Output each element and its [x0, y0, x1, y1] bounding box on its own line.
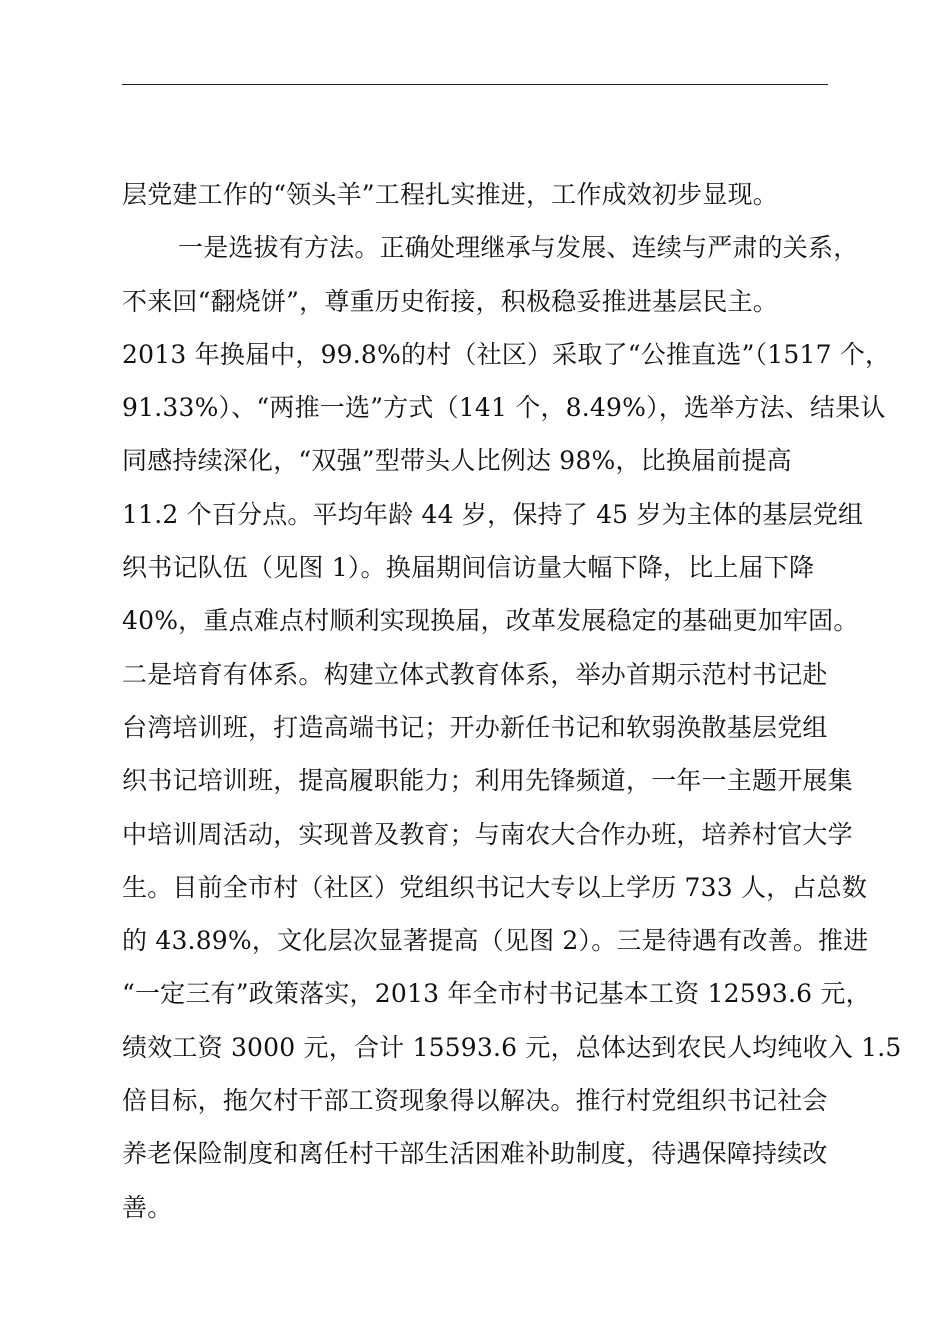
text-line: 生。目前全市村（社区）党组织书记大专以上学历 733 人，占总数 — [122, 872, 868, 902]
text-line: 的 43.89%，文化层次显著提高（见图 2）。三是待遇有改善。推进 — [122, 926, 869, 956]
text-line: 一是选拔有方法。正确处理继承与发展、连续与严肃的关系， — [178, 233, 859, 263]
body-text — [122, 168, 902, 1234]
text-line: 中培训周活动，实现普及教育；与南农大合作办班，培养村官大学 — [122, 819, 853, 849]
text-line: 倍目标，拖欠村干部工资现象得以解决。推行村党组织书记社会 — [122, 1086, 828, 1116]
text-line: 11.2 个百分点。平均年龄 44 岁，保持了 45 岁为主体的基层党组 — [122, 499, 864, 529]
text-line: 养老保险制度和离任村干部生活困难补助制度，待遇保障持续改 — [122, 1139, 828, 1169]
text-line: 绩效工资 3000 元，合计 15593.6 元，总体达到农民人均纯收入 1.5 — [122, 1032, 902, 1062]
text-line: 40%，重点难点村顺利实现换届，改革发展稳定的基础更加牢固。 — [122, 606, 859, 636]
text-line: 91.33%）、“两推一选”方式（141 个，8.49%），选举方法、结果认 — [122, 393, 886, 423]
text-line: 台湾培训班，打造高端书记；开办新任书记和软弱涣散基层党组 — [122, 712, 828, 742]
text-line: “一定三有”政策落实，2013 年全市村书记基本工资 12593.6 元， — [122, 979, 871, 1009]
text-line: 不来回“翻烧饼”，尊重历史衔接，积极稳妥推进基层民主。 — [122, 286, 778, 316]
text-line: 善。 — [122, 1192, 173, 1222]
header-rule — [122, 84, 828, 85]
text-line: 织书记培训班，提高履职能力；利用先锋频道，一年一主题开展集 — [122, 766, 853, 796]
text-line: 二是培育有体系。构建立体式教育体系，举办首期示范村书记赴 — [122, 659, 828, 689]
text-line: 织书记队伍（见图 1）。换届期间信访量大幅下降，比上届下降 — [122, 553, 815, 583]
text-line: 同感持续深化，“双强”型带头人比例达 98%，比换届前提高 — [122, 446, 792, 476]
text-line: 2013 年换届中，99.8%的村（社区）采取了“公推直选”（1517 个， — [122, 339, 891, 369]
text-line: 层党建工作的“领头羊”工程扎实推进，工作成效初步显现。 — [122, 180, 778, 209]
